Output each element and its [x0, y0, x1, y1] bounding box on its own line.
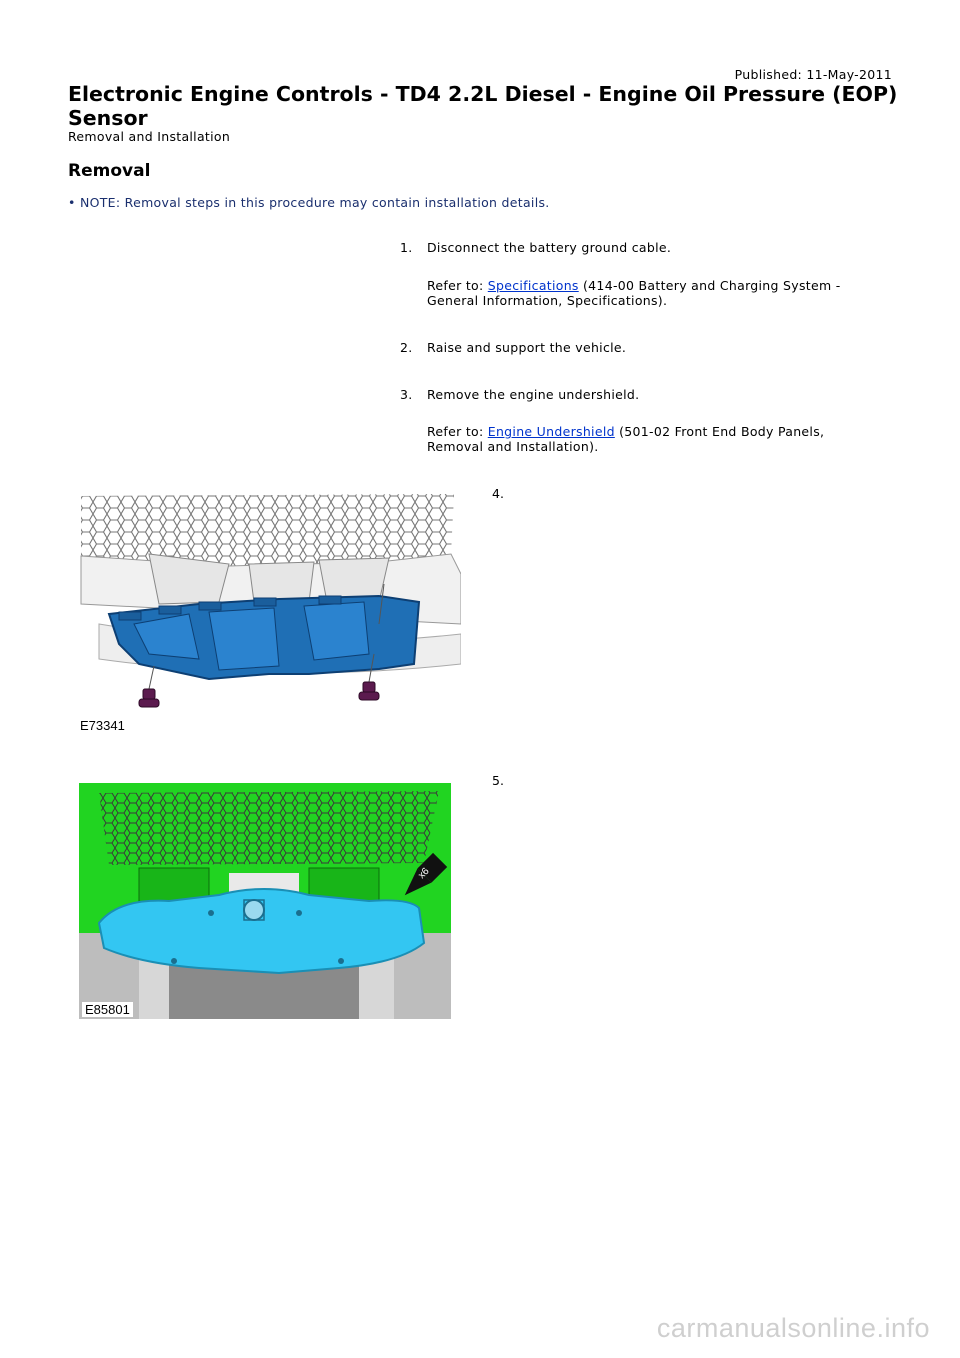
ref-suffix: (501-02 Front End Body Panels, Removal and Installation). [427, 424, 825, 454]
undershield-installed-illustration [79, 783, 451, 1019]
step-reference [427, 424, 867, 454]
figure-code: E85801 [82, 1002, 133, 1017]
step-text: Raise and support the vehicle. [427, 340, 627, 355]
watermark: carmanualsonline.info [656, 1313, 930, 1343]
figure-5-number: 5. [492, 773, 504, 788]
step-text: Disconnect the battery ground cable. [427, 240, 672, 255]
step-reference [427, 278, 867, 308]
step-number: 2. [400, 340, 413, 355]
page-title: Electronic Engine Controls - TD4 2.2L Diesel - Engine Oil Pressure (EOP) Sensor [68, 82, 898, 130]
link-engine-undershield[interactable]: Engine Undershield [487, 424, 615, 439]
step-number: 1. [400, 240, 413, 255]
step-text: Remove the engine undershield. [427, 387, 640, 402]
figure-code: E73341 [80, 718, 125, 733]
step-number: 3. [400, 387, 413, 402]
ref-suffix: (414-00 Battery and Charging System - General Information, Specifications). [427, 278, 841, 308]
removal-note: • NOTE: Removal steps in this procedure may contain installation details. [68, 195, 550, 210]
page-subtitle: Removal and Installation [68, 129, 231, 144]
published-date: Published: 11-May-2011 [734, 67, 892, 82]
figure-e73341 [79, 484, 461, 738]
callout-label: x6 [416, 865, 432, 882]
figure-4-number: 4. [492, 486, 504, 501]
ref-prefix: Refer to: [427, 278, 488, 293]
figure-e85801 [79, 783, 451, 1019]
ref-prefix: Refer to: [427, 424, 488, 439]
link-specifications[interactable]: Specifications [487, 278, 579, 293]
undershield-illustration [79, 484, 461, 738]
section-heading-removal: Removal [68, 161, 151, 181]
undershield-panel [99, 889, 424, 973]
